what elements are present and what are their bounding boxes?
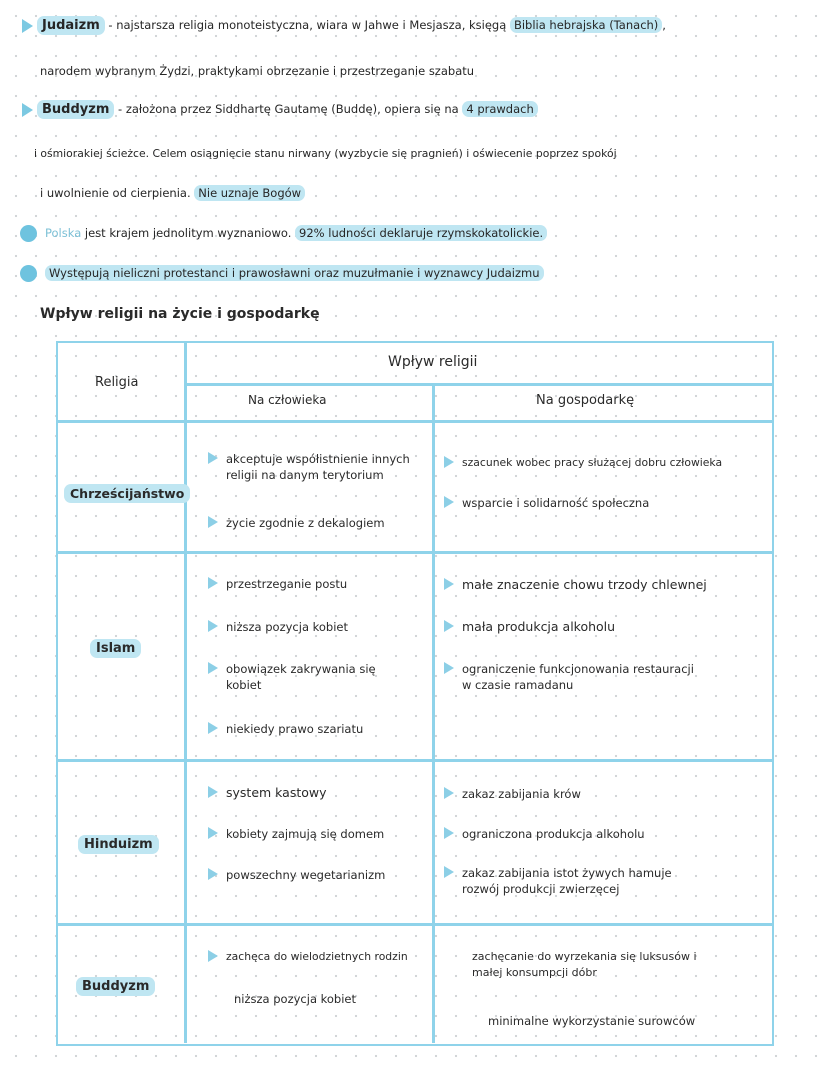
buddyzm-text: - założona przez Siddhartę Gautamę (Buddę), opiera się na: [114, 102, 463, 116]
buddyzm-truths: 4 prawdach: [462, 101, 537, 117]
header-economy: Na gospodarkę: [536, 393, 635, 408]
list-item: system kastowy: [208, 785, 428, 801]
religion-influence-table: [56, 341, 774, 1046]
list-item: minimalne wykorzystanie surowców: [488, 1014, 696, 1028]
polska-text: jest krajem jednolitym wyznaniowo.: [81, 226, 296, 240]
circle-bullet-icon: [20, 225, 37, 242]
triangle-bullet-icon: [208, 868, 218, 880]
header-influence: Wpływ religii: [388, 354, 478, 370]
buddyzm-text-2: i ośmiorakiej ścieżce. Celem osiągnięcie stanu nirwany (wyzbycie się pragnień) i oświecenie poprzez spokój: [34, 147, 617, 160]
buddyzm-term: Buddyzm: [37, 100, 114, 119]
triangle-bullet-icon: [444, 662, 454, 674]
religion-label: Hinduizm: [78, 835, 159, 854]
section-heading: Wpływ religii na życie i gospodarkę: [40, 306, 320, 322]
triangle-bullet-icon: [444, 620, 454, 632]
polska-line: [20, 225, 547, 242]
triangle-bullet-icon: [208, 722, 218, 734]
list-item: ograniczona produkcja alkoholu: [444, 826, 764, 842]
polska-stat: 92% ludności deklaruje rzymskokatolickie.: [295, 225, 547, 241]
triangle-bullet-icon: [444, 496, 454, 508]
judaizm-text-2: narodem wybranym Żydzi, praktykami obrzezanie i przestrzeganie szabatu: [40, 64, 475, 78]
religion-label: Buddyzm: [76, 977, 155, 996]
triangle-bullet-icon: [444, 787, 454, 799]
grid-line: [432, 383, 435, 551]
triangle-bullet-icon: [444, 827, 454, 839]
judaizm-line-1: [22, 18, 666, 33]
list-item: mała produkcja alkoholu: [444, 619, 764, 635]
list-item: życie zgodnie z dekalogiem: [208, 515, 428, 531]
list-item: akceptuje współistnienie innych religii na danym terytorium: [208, 451, 428, 483]
triangle-bullet-icon: [22, 103, 33, 117]
mniejszosci-line: [20, 265, 544, 282]
judaizm-term: Judaizm: [37, 16, 105, 35]
list-item: zachęca do wielodzietnych rodzin: [208, 949, 428, 965]
triangle-bullet-icon: [208, 620, 218, 632]
polska-term: Polska: [45, 226, 82, 240]
list-item: kobiety zajmują się domem: [208, 826, 428, 842]
list-item: małe znaczenie chowu trzody chlewnej: [444, 577, 764, 593]
triangle-bullet-icon: [444, 866, 454, 878]
triangle-bullet-icon: [208, 577, 218, 589]
grid-line: [58, 420, 774, 423]
triangle-bullet-icon: [208, 452, 218, 464]
list-item: przestrzeganie postu: [208, 576, 428, 592]
judaizm-line-2: [40, 64, 474, 78]
buddyzm-gods: Nie uznaje Bogów: [194, 185, 305, 201]
list-item: niższa pozycja kobiet: [234, 992, 357, 1006]
judaizm-book: Biblia hebrajska (Tanach): [510, 17, 662, 33]
list-item: niekiedy prawo szariatu: [208, 721, 428, 737]
triangle-bullet-icon: [208, 786, 218, 798]
list-item: wsparcie i solidarność społeczna: [444, 495, 764, 511]
triangle-bullet-icon: [208, 516, 218, 528]
grid-line: [58, 923, 774, 926]
religion-label: Chrześcijaństwo: [64, 484, 190, 503]
list-item: obowiązek zakrywania się kobiet: [208, 661, 428, 693]
list-item: zachęcanie do wyrzekania się luksusów i małej konsumpcji dóbr: [472, 950, 697, 979]
buddyzm-line-3: [40, 186, 305, 200]
header-religion: Religia: [95, 375, 139, 390]
list-item: niższa pozycja kobiet: [208, 619, 428, 635]
judaizm-comma: ,: [662, 18, 666, 32]
triangle-bullet-icon: [22, 19, 33, 33]
buddyzm-line-2: [34, 147, 617, 160]
buddyzm-text-3: i uwolnienie od cierpienia.: [40, 186, 195, 200]
grid-line: [58, 759, 774, 762]
mniejszosci-text: Występują nieliczni protestanci i prawosławni oraz muzułmanie i wyznawcy Judaizmu: [45, 265, 544, 281]
buddyzm-line-1: [22, 102, 538, 117]
triangle-bullet-icon: [208, 827, 218, 839]
list-item: zakaz zabijania istot żywych hamuje rozwój produkcji zwierzęcej: [444, 865, 764, 897]
list-item: szacunek wobec pracy służącej dobru człowieka: [444, 455, 764, 471]
grid-line: [58, 551, 774, 554]
header-human: Na człowieka: [248, 393, 327, 407]
list-item: powszechny wegetarianizm: [208, 867, 428, 883]
circle-bullet-icon: [20, 265, 37, 282]
triangle-bullet-icon: [444, 578, 454, 590]
religion-label: Islam: [90, 639, 141, 658]
grid-line: [184, 343, 187, 1043]
list-item: ograniczenie funkcjonowania restauracji w czasie ramadanu: [444, 661, 764, 693]
triangle-bullet-icon: [208, 950, 218, 962]
triangle-bullet-icon: [208, 662, 218, 674]
list-item: zakaz zabijania krów: [444, 786, 764, 802]
judaizm-text: - najstarsza religia monoteistyczna, wiara w Jahwe i Mesjasza, księgą: [104, 18, 510, 32]
grid-line: [432, 551, 435, 1043]
triangle-bullet-icon: [444, 456, 454, 468]
grid-line: [184, 383, 774, 386]
